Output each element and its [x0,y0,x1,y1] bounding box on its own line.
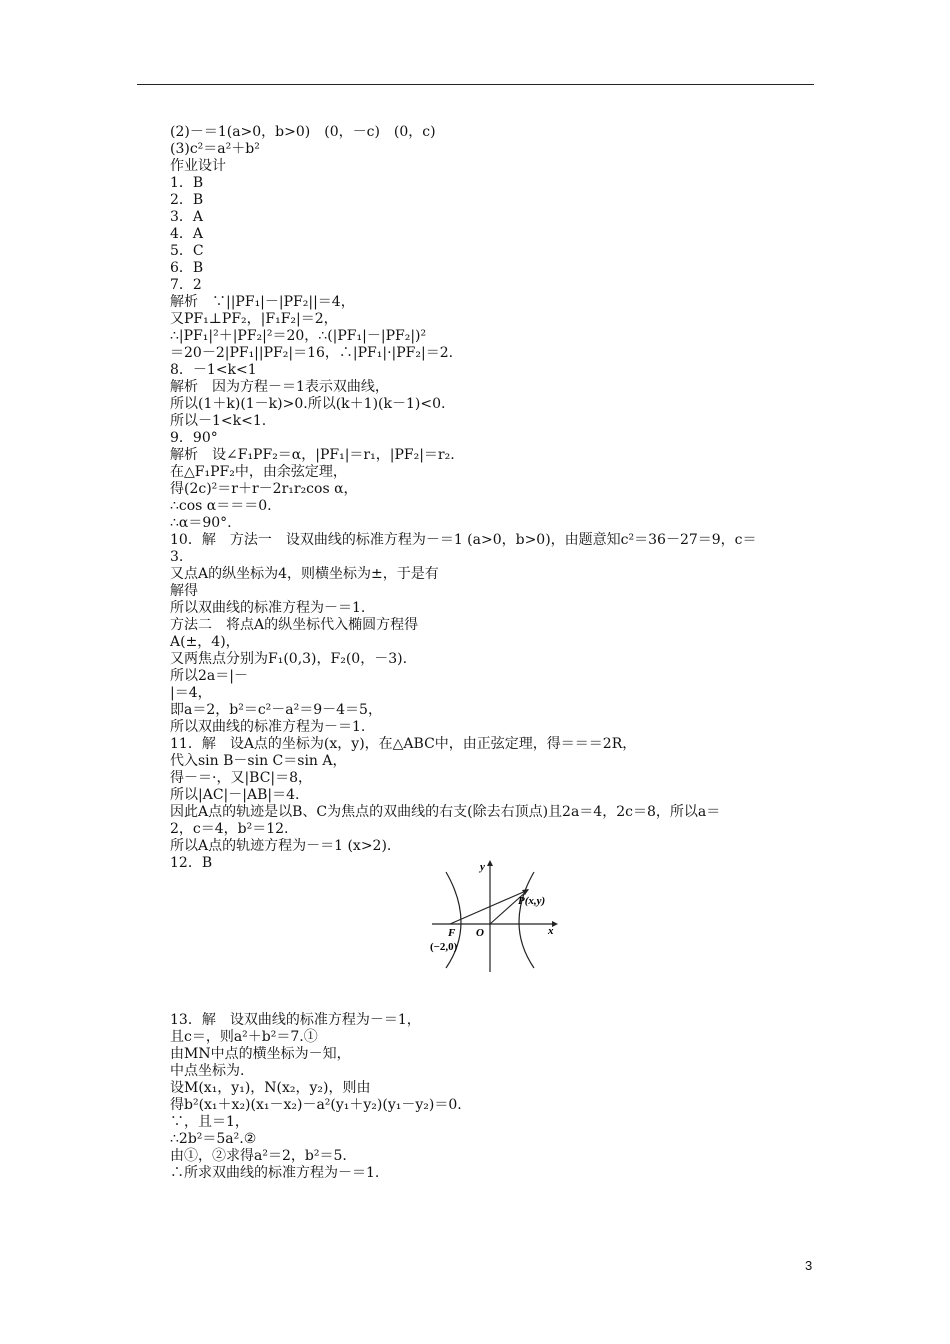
text-line: (2)－＝1(a>0，b>0) (0，－c) (0，c) [170,124,436,140]
solution-text [170,124,820,1182]
text-line: 所以－1<k<1. [170,413,267,429]
y-axis-label: y [480,861,485,873]
text-line: 方法二 将点A的纵坐标代入椭圆方程得 [170,617,419,633]
text-line: 7．2 [170,277,202,293]
text-line: A(±，4)， [170,634,240,650]
text-line: 所以双曲线的标准方程为－＝1. [170,719,366,735]
text-line: ∴所求双曲线的标准方程为－＝1. [170,1165,380,1181]
text-line: 1．B [170,175,204,191]
text-line: 8．－1<k<1 [170,362,257,378]
text-line: 5．C [170,243,204,259]
text-line: 所以A点的轨迹方程为－＝1 (x>2). [170,838,392,854]
hyperbola-figure [410,850,570,980]
text-line: 即a＝2，b²＝c²－a²＝9－4＝5， [170,702,382,718]
text-line: ∵，且＝1， [170,1114,249,1130]
text-line: ∴cos α＝＝＝0. [170,498,272,514]
right-branch [519,872,534,968]
segment-fp [450,890,528,924]
text-line: 因此A点的轨迹是以B、C为焦点的双曲线的右支(除去右顶点)且2a＝4，2c＝8，所以a＝ [170,804,721,820]
text-line: 所以双曲线的标准方程为－＝1. [170,600,366,616]
page-number: 3 [805,1258,813,1273]
text-line: 得(2c)²＝r＋r－2r₁r₂cos α， [170,481,358,497]
header-rule [137,84,814,85]
text-line: 2，c＝4，b²＝12. [170,821,289,837]
text-line: 4．A [170,226,204,242]
text-line: 解析 因为方程－＝1表示双曲线， [170,379,389,395]
text-line: 6．B [170,260,204,276]
text-line: 由①，②求得a²＝2，b²＝5. [170,1148,347,1164]
text-line: 解析 ∵||PF₁|－|PF₂||＝4， [170,294,355,310]
text-line: (3)c²＝a²＋b² [170,141,260,157]
text-line: 解得 [170,583,198,599]
text-line: 10．解 方法一 设双曲线的标准方程为－＝1 (a>0，b>0)，由题意知c²＝36－27＝9，c＝ [170,532,757,548]
text-line: 又两焦点分别为F₁(0,3)，F₂(0，－3). [170,651,408,667]
text-line: 又点A的纵坐标为4，则横坐标为±，于是有 [170,566,439,582]
text-line: 作业设计 [170,158,226,174]
text-line: 所以(1＋k)(1－k)>0.所以(k＋1)(k－1)<0. [170,396,446,412]
text-line: 所以|AC|－|AB|＝4. [170,787,300,803]
text-line: ∴|PF₁|²＋|PF₂|²＝20，∴(|PF₁|－|PF₂|)² [170,328,427,344]
text-line: 代入sin B－sin C＝sin A， [170,753,347,769]
hyperbola-svg [410,850,570,980]
text-line: 3. [170,549,184,565]
text-line: |＝4， [170,685,212,701]
focus-coordinate: (−2,0) [430,941,458,953]
text-line: 得－＝·，又|BC|＝8， [170,770,313,786]
focus-label: F [448,927,456,939]
text-line: 得b²(x₁＋x₂)(x₁－x₂)－a²(y₁＋y₂)(y₁－y₂)＝0. [170,1097,462,1113]
text-line: 13．解 设双曲线的标准方程为－＝1， [170,1012,421,1028]
text-line: 2．B [170,192,204,208]
text-line: 又PF₁⊥PF₂，|F₁F₂|＝2， [170,311,338,327]
text-line: ∴2b²＝5a².② [170,1131,257,1147]
y-axis-arrow [487,860,493,866]
text-line: ＝20－2|PF₁||PF₂|＝16，∴|PF₁|·|PF₂|＝2. [170,345,454,361]
point-p-label: P(x,y) [518,895,546,907]
text-line: 9．90° [170,430,218,446]
text-line: 12．B [170,855,213,871]
text-line: 解析 设∠F₁PF₂＝α，|PF₁|＝r₁，|PF₂|＝r₂. [170,447,455,463]
text-line: 中点坐标为. [170,1063,245,1079]
origin-label: O [476,927,484,939]
text-line: 11．解 设A点的坐标为(x，y)，在△ABC中，由正弦定理，得＝＝＝2R， [170,736,637,752]
text-line: 设M(x₁，y₁)，N(x₂，y₂)，则由 [170,1080,371,1096]
text-line: ∴α＝90°. [170,515,232,531]
text-line: 在△F₁PF₂中，由余弦定理， [170,464,347,480]
text-line: 由MN中点的横坐标为－知， [170,1046,351,1062]
text-line: 3．A [170,209,204,225]
x-axis-label: x [548,925,554,937]
text-line: 所以2a＝|－ [170,668,248,684]
text-line: 且c＝，则a²＋b²＝7.① [170,1029,318,1045]
